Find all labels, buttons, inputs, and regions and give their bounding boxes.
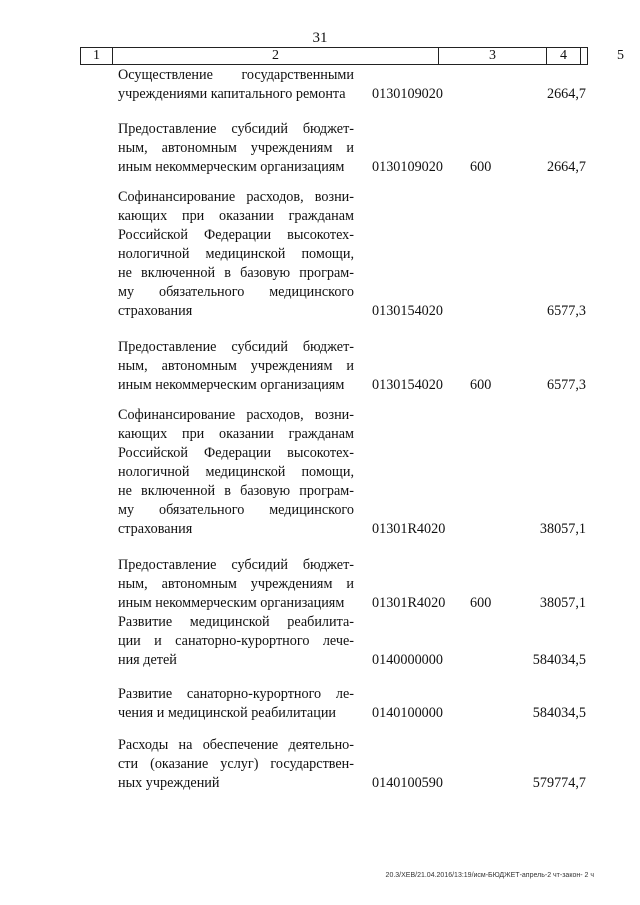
- description-line: му обязательного медицинского: [118, 284, 354, 300]
- description-line: ным, автономным учреждениям и: [118, 358, 354, 374]
- description-line: ным, автономным учреждениям и: [118, 140, 354, 156]
- description-line: кающих при оказании гражданам: [118, 208, 354, 224]
- description-line: страхования: [118, 303, 193, 319]
- row-code: 0130109020: [372, 86, 443, 102]
- description-line: сти (оказание услуг) государствен-: [118, 756, 354, 772]
- page-number: 31: [312, 30, 328, 46]
- row-amount: 38057,1: [539, 521, 586, 537]
- row-description: [118, 188, 354, 321]
- header-col-1: 1: [81, 48, 113, 64]
- description-line: Российской Федерации высокотех-: [118, 445, 354, 461]
- description-line: учреждениями капитального ремонта: [118, 86, 346, 102]
- description-line: иным некоммерческим организациям: [118, 159, 345, 175]
- description-line: Предоставление субсидий бюджет-: [118, 557, 354, 573]
- description-line: Российской Федерации высокотех-: [118, 227, 354, 243]
- row-amount: 584034,5: [532, 652, 586, 668]
- row-code: 0130154020: [372, 303, 443, 319]
- header-col-4: 4: [547, 48, 581, 64]
- description-line: ных учреждений: [118, 775, 220, 791]
- description-line: Предоставление субсидий бюджет-: [118, 339, 354, 355]
- row-description: [118, 556, 354, 613]
- header-col-5: 5: [617, 48, 624, 63]
- row-description: [118, 685, 354, 723]
- row-amount: 579774,7: [532, 775, 586, 791]
- description-line: Расходы на обеспечение деятельно-: [118, 737, 354, 753]
- header-col-2: 2: [113, 48, 439, 64]
- row-code: 01301R4020: [372, 521, 446, 537]
- row-description: [118, 613, 354, 670]
- description-line: нологичной медицинской помощи,: [118, 246, 354, 262]
- description-line: кающих при оказании гражданам: [118, 426, 354, 442]
- description-line: Развитие санаторно-курортного ле-: [118, 686, 354, 702]
- row-description: [118, 406, 354, 539]
- description-line: нологичной медицинской помощи,: [118, 464, 354, 480]
- description-line: Предоставление субсидий бюджет-: [118, 121, 354, 137]
- description-line: ния детей: [118, 652, 177, 668]
- row-description: [118, 338, 354, 395]
- row-code: 0140000000: [372, 652, 443, 668]
- description-line: не включенной в базовую програм-: [118, 483, 354, 499]
- table-header: [80, 47, 624, 65]
- row-expense-type: 600: [470, 377, 492, 393]
- description-line: иным некоммерческим организациям: [118, 595, 345, 611]
- row-amount: 6577,3: [546, 303, 586, 319]
- row-code: 0130154020: [372, 377, 443, 393]
- header-col-3: 3: [439, 48, 547, 64]
- description-line: Софинансирование расходов, возни-: [118, 189, 354, 205]
- row-amount: 6577,3: [546, 377, 586, 393]
- description-line: не включенной в базовую програм-: [118, 265, 354, 281]
- row-amount: 2664,7: [546, 159, 586, 175]
- row-code: 0140100590: [372, 775, 443, 791]
- row-expense-type: 600: [470, 159, 492, 175]
- row-amount: 584034,5: [532, 705, 586, 721]
- row-code: 01301R4020: [372, 595, 446, 611]
- description-line: ции и санаторно-курортного лече-: [118, 633, 354, 649]
- row-code: 0140100000: [372, 705, 443, 721]
- row-description: [118, 120, 354, 177]
- description-line: Развитие медицинской реабилита-: [118, 614, 354, 630]
- row-expense-type: 600: [470, 595, 492, 611]
- description-line: чения и медицинской реабилитации: [118, 705, 337, 721]
- description-line: Софинансирование расходов, возни-: [118, 407, 354, 423]
- row-amount: 2664,7: [546, 86, 586, 102]
- description-line: Осуществление государственными: [118, 67, 354, 83]
- description-line: иным некоммерческим организациям: [118, 377, 345, 393]
- row-amount: 38057,1: [539, 595, 586, 611]
- description-line: страхования: [118, 521, 193, 537]
- footer-stamp: 20.3/ХЕВ/21.04.2016/13:19/исм-БЮДЖЕТ-апрель-2 чт-закон- 2 ч: [385, 872, 594, 879]
- row-code: 0130109020: [372, 159, 443, 175]
- row-description: [118, 66, 354, 104]
- description-line: ным, автономным учреждениям и: [118, 576, 354, 592]
- description-line: му обязательного медицинского: [118, 502, 354, 518]
- row-description: [118, 736, 354, 793]
